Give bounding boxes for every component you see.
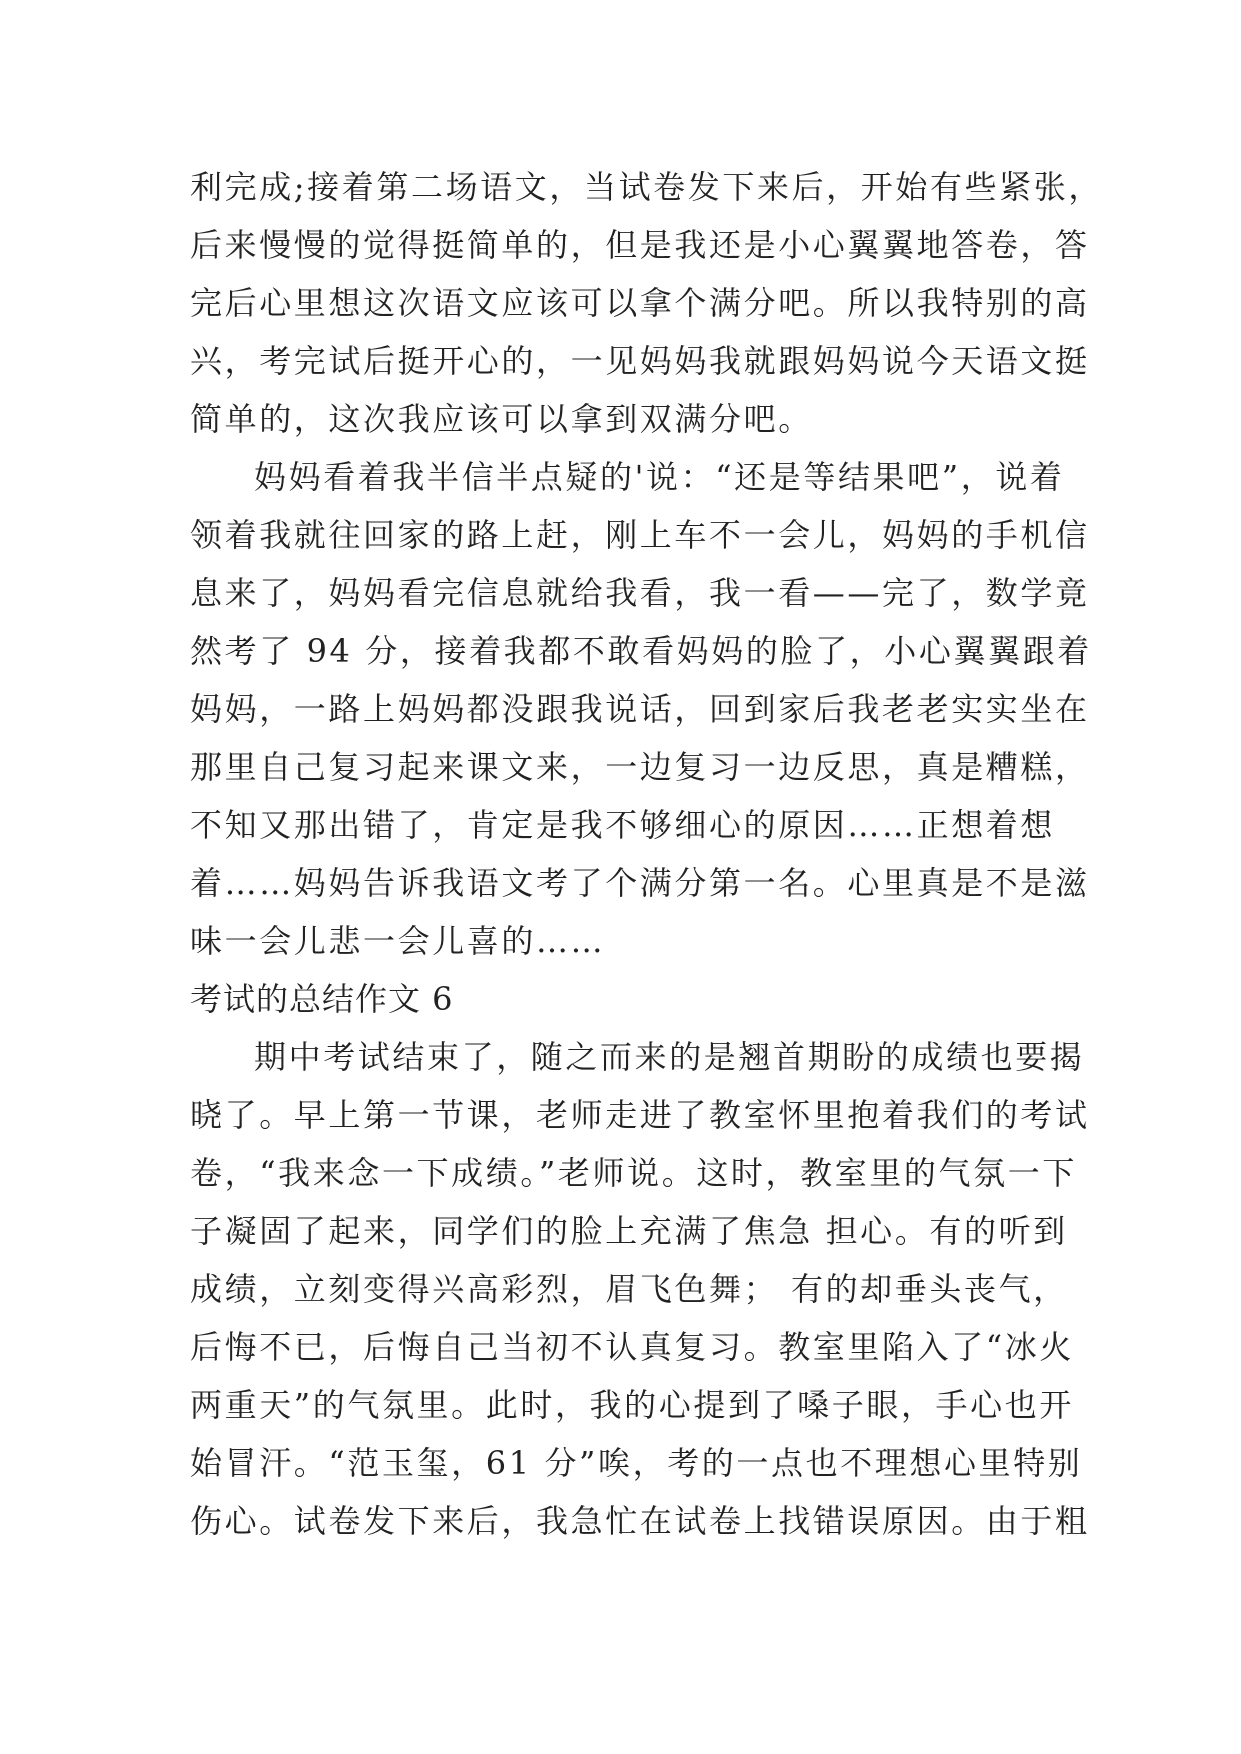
text-line: 晓了。早上第一节课，老师走进了教室怀里抱着我们的考试 [190, 1096, 1090, 1134]
paragraph [190, 1028, 1090, 1550]
text-line: 两重天”的气氛里。此时，我的心提到了嗓子眼，手心也开 [190, 1386, 1074, 1424]
text-line: 然考了 94 分，接着我都不敢看妈妈的脸了，小心翼翼跟着 [190, 632, 1092, 670]
paragraph [190, 448, 1092, 970]
text-line: 成绩，立刻变得兴高彩烈，眉飞色舞； 有的却垂头丧气， [190, 1270, 1068, 1308]
text-line: 期中考试结束了，随之而来的是翘首期盼的成绩也要揭 [254, 1038, 1085, 1076]
text-line: 伤心。试卷发下来后，我急忙在试卷上找错误原因。由于粗 [190, 1502, 1090, 1540]
document-body [190, 158, 1103, 1550]
text-line: 简单的，这次我应该可以拿到双满分吧。 [190, 400, 813, 438]
text-line: 利完成;接着第二场语文，当试卷发下来后，开始有些紧张， [190, 168, 1103, 206]
text-line: 后来慢慢的觉得挺简单的，但是我还是小心翼翼地答卷，答 [190, 226, 1090, 264]
text-line: 妈妈，一路上妈妈都没跟我说话，回到家后我老老实实坐在 [190, 690, 1090, 728]
text-line: 始冒汗。“范玉玺，61 分”唉，考的一点也不理想心里特别 [190, 1444, 1083, 1482]
text-line: 子凝固了起来，同学们的脸上充满了焦急 担心。有的听到 [190, 1212, 1068, 1250]
text-line: 卷，“我来念一下成绩。”老师说。这时，教室里的气氛一下 [190, 1154, 1077, 1192]
text-line: 兴，考完试后挺开心的，一见妈妈我就跟妈妈说今天语文挺 [190, 342, 1090, 380]
paragraph [190, 158, 1103, 448]
text-line: 那里自己复习起来课文来，一边复习一边反思，真是糟糕， [190, 748, 1090, 786]
text-line: 着……妈妈告诉我语文考了个满分第一名。心里真是不是滋 [190, 864, 1090, 902]
text-line: 妈妈看着我半信半点疑的'说：“还是等结果吧”，说着 [254, 458, 1065, 496]
text-line: 领着我就往回家的路上赶，刚上车不一会儿，妈妈的手机信 [190, 516, 1090, 554]
text-line: 不知又那出错了，肯定是我不够细心的原因……正想着想 [190, 806, 1056, 844]
text-line: 息来了，妈妈看完信息就给我看，我一看——完了，数学竟 [190, 574, 1090, 612]
text-line: 完后心里想这次语文应该可以拿个满分吧。所以我特别的高 [190, 284, 1090, 322]
text-line: 后悔不已，后悔自己当初不认真复习。教室里陷入了“冰火 [190, 1328, 1074, 1366]
section-heading: 考试的总结作文 6 [190, 980, 454, 1018]
text-line: 味一会儿悲一会儿喜的…… [190, 922, 606, 960]
